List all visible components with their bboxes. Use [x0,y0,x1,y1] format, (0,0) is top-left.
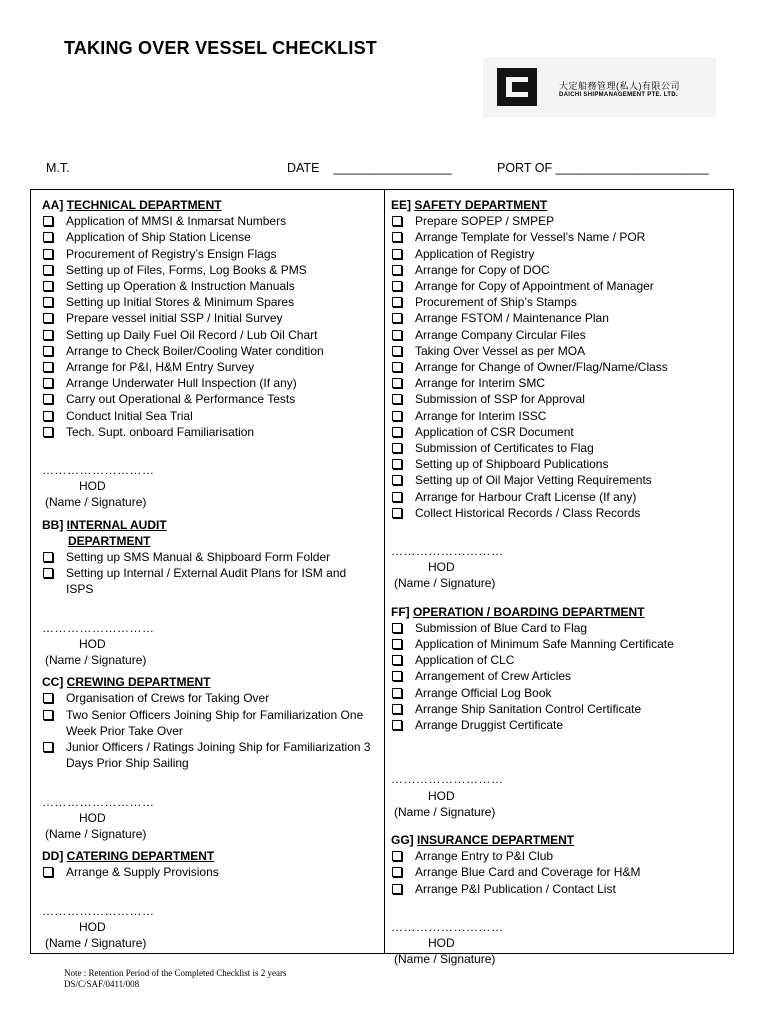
hod-signature-block [42,794,372,843]
hod-signature-block [42,620,372,669]
checklist [42,690,372,771]
checklist [391,848,726,897]
checkbox-icon[interactable] [392,281,402,291]
checkbox-icon[interactable] [43,693,53,703]
logo-name-en: DAICHI SHIPMANAGEMENT PTE. LTD. [559,92,678,98]
checklist-item[interactable]: Procurement of Ship’s Stamps [391,294,726,310]
checkbox-icon[interactable] [43,232,53,242]
port-field [497,161,709,175]
checklist-item[interactable]: Application of Minimum Safe Manning Certificate [391,636,726,652]
checkbox-icon[interactable] [43,411,53,421]
checkbox-icon[interactable] [392,623,402,633]
signature-line: ……………………… [42,903,155,918]
checkbox-icon[interactable] [392,851,402,861]
checkbox-icon[interactable] [43,265,53,275]
checkbox-icon[interactable] [392,216,402,226]
retention-note: Note : Retention Period of the Completed Checklist is 2 years [64,968,287,978]
section-heading: BB] INTERNAL AUDIT DEPARTMENT [42,517,167,548]
checkbox-icon[interactable] [392,671,402,681]
signature-line: ……………………… [42,620,155,635]
checklist-item[interactable]: Taking Over Vessel as per MOA [391,343,726,359]
section-heading: GG] INSURANCE DEPARTMENT [391,832,575,847]
mt-label: M.T. [46,161,70,175]
checklist [42,213,372,440]
checklist-item[interactable]: Application of Registry [391,246,726,262]
checklist-item[interactable]: Arrange Entry to P&I Club [391,848,726,864]
checklist [391,213,726,521]
checklist-item[interactable]: Arrangement of Crew Articles [391,668,726,684]
checklist-item[interactable]: Arrange for P&I, H&M Entry Survey [42,359,372,375]
hod-signature-block [391,543,726,592]
section-heading: CC] CREWING DEPARTMENT [42,675,211,690]
page-title: TAKING OVER VESSEL CHECKLIST [64,38,377,58]
checkbox-icon[interactable] [43,297,53,307]
logo-name-cn: 大定船務管理(私人)有限公司 [559,81,680,91]
hod-label: HOD [428,560,455,575]
section-internal-audit [42,517,372,669]
checklist-item[interactable]: Setting up of Shipboard Publications [391,456,726,472]
signature-line: ……………………… [391,919,504,934]
checklist-item[interactable]: Arrange for Interim ISSC [391,408,726,424]
checklist-item[interactable]: Tech. Supt. onboard Familiarisation [42,424,372,440]
checklist-item[interactable]: Submission of SSP for Approval [391,391,726,407]
checklist-item[interactable]: Carry out Operational & Performance Tests [42,391,372,407]
signature-line: ……………………… [42,794,155,809]
checklist-item[interactable]: Two Senior Officers Joining Ship for Familiarization One Week Prior Take Over [42,707,372,739]
hod-signature-block [42,462,372,511]
checkbox-icon[interactable] [392,362,402,372]
checklist-item[interactable]: Arrange P&I Publication / Contact List [391,881,726,897]
name-signature-label: (Name / Signature) [45,495,147,510]
hod-label: HOD [79,636,106,651]
checklist-item[interactable]: Collect Historical Records / Class Records [391,505,726,521]
logo-mark-icon [497,68,537,106]
section-crewing [42,674,372,842]
checkbox-icon[interactable] [392,720,402,730]
checklist-item[interactable]: Arrange to Check Boiler/Cooling Water condition [42,343,372,359]
name-signature-label: (Name / Signature) [394,804,496,819]
checkbox-icon[interactable] [43,346,53,356]
checklist-item[interactable]: Arrange Company Circular Files [391,327,726,343]
checkbox-icon[interactable] [43,313,53,323]
hod-signature-block [42,903,372,952]
hod-label: HOD [79,810,106,825]
checklist-item[interactable]: Setting up Daily Fuel Oil Record / Lub Oil Chart [42,327,372,343]
checklist-item[interactable]: Application of CLC [391,652,726,668]
section-heading: FF] OPERATION / BOARDING DEPARTMENT [391,604,645,619]
checkbox-icon[interactable] [392,884,402,894]
checklist-item[interactable]: Arrange for Interim SMC [391,375,726,391]
checklist-item[interactable]: Arrange for Change of Owner/Flag/Name/Class [391,359,726,375]
checkbox-icon[interactable] [392,265,402,275]
checkbox-icon[interactable] [392,688,402,698]
date-field [287,161,452,175]
checkbox-icon[interactable] [392,394,402,404]
checklist-item[interactable]: Conduct Initial Sea Trial [42,408,372,424]
signature-line: ……………………… [391,544,504,559]
checklist-item[interactable]: Setting up Internal / External Audit Plans for ISM and ISPS [42,565,372,597]
document-code: DS/C/SAF/0411/008 [64,979,140,989]
checklist-item[interactable]: Arrange FSTOM / Maintenance Plan [391,310,726,326]
checkbox-icon[interactable] [392,249,402,259]
section-heading: AA] TECHNICAL DEPARTMENT [42,198,222,212]
checkbox-icon[interactable] [392,492,402,502]
checklist-item[interactable]: Arrange Ship Sanitation Control Certificate [391,701,726,717]
checkbox-icon[interactable] [43,394,53,404]
checkbox-icon[interactable] [392,867,402,877]
hod-label: HOD [79,479,106,494]
company-logo [483,57,716,117]
signature-line: ……………………… [42,463,155,478]
checkbox-icon[interactable] [43,568,53,578]
date-blank: _________________ [333,161,452,175]
port-blank: ______________________ [555,161,709,175]
checklist-item[interactable]: Arrange for Copy of Appointment of Manager [391,278,726,294]
left-column [42,197,372,951]
name-signature-label: (Name / Signature) [394,576,496,591]
section-operation-boarding [391,604,726,820]
checklist-item[interactable]: Prepare vessel initial SSP / Initial Survey [42,310,372,326]
checklist [391,620,726,733]
checkbox-icon[interactable] [392,378,402,388]
checkbox-icon[interactable] [43,249,53,259]
checklist-item[interactable]: Setting up of Oil Major Vetting Requirements [391,472,726,488]
name-signature-label: (Name / Signature) [45,826,147,841]
checklist-item[interactable]: Setting up Initial Stores & Minimum Spares [42,294,372,310]
checkbox-icon[interactable] [43,281,53,291]
hod-label: HOD [79,919,106,934]
section-insurance [391,832,726,967]
checklist-item[interactable]: Application of MMSI & Inmarsat Numbers [42,213,372,229]
hod-label: HOD [428,935,455,950]
checklist-item[interactable]: Arrange & Supply Provisions [42,864,372,880]
checkbox-icon[interactable] [392,411,402,421]
name-signature-label: (Name / Signature) [394,952,496,967]
hod-signature-block [391,919,726,968]
checklist-item[interactable]: Arrange Underwater Hull Inspection (If any) [42,375,372,391]
checklist-item[interactable]: Procurement of Registry’s Ensign Flags [42,246,372,262]
checkbox-icon[interactable] [43,216,53,226]
checkbox-icon[interactable] [43,362,53,372]
checkbox-icon[interactable] [392,639,402,649]
hod-label: HOD [428,788,455,803]
checkbox-icon[interactable] [392,475,402,485]
section-technical [42,197,372,511]
port-label: PORT OF [497,161,553,175]
checkbox-icon[interactable] [392,427,402,437]
checklist-item[interactable]: Setting up of Files, Forms, Log Books & PMS [42,262,372,278]
checkbox-icon[interactable] [392,313,402,323]
checkbox-icon[interactable] [392,232,402,242]
column-divider [384,190,385,953]
checklist-item[interactable]: Arrange Template for Vessel’s Name / POR [391,229,726,245]
checkbox-icon[interactable] [392,459,402,469]
checklist-item[interactable]: Prepare SOPEP / SMPEP [391,213,726,229]
checkbox-icon[interactable] [43,867,53,877]
checklist-item[interactable]: Junior Officers / Ratings Joining Ship for Familiarization 3 Days Prior Ship Sailing [42,739,372,771]
checklist-item[interactable]: Application of Ship Station License [42,229,372,245]
checklist-item[interactable]: Arrange Druggist Certificate [391,717,726,733]
checkbox-icon[interactable] [43,330,53,340]
section-catering [42,848,372,951]
section-safety [391,197,726,592]
checkbox-icon[interactable] [392,655,402,665]
checklist-item[interactable]: Arrange for Copy of DOC [391,262,726,278]
checkbox-icon[interactable] [392,508,402,518]
checkbox-icon[interactable] [392,704,402,714]
checklist-item[interactable]: Arrange Official Log Book [391,685,726,701]
checkbox-icon[interactable] [43,552,53,562]
checklist-item[interactable]: Application of CSR Document [391,424,726,440]
checklist [42,549,372,598]
footer-note [64,968,286,990]
checkbox-icon[interactable] [392,330,402,340]
checklist-table [30,189,734,967]
checklist-item[interactable]: Arrange for Harbour Craft License (If any) [391,489,726,505]
hod-signature-block [391,771,726,820]
date-label: DATE [287,161,320,175]
checklist-item[interactable]: Arrange Blue Card and Coverage for H&M [391,864,726,880]
checklist-item[interactable]: Organisation of Crews for Taking Over [42,690,372,706]
checkbox-icon[interactable] [43,710,53,720]
checkbox-icon[interactable] [392,443,402,453]
checklist-item[interactable]: Submission of Certificates to Flag [391,440,726,456]
checklist [42,864,372,880]
signature-line: ……………………… [391,772,504,787]
name-signature-label: (Name / Signature) [45,935,147,950]
name-signature-label: (Name / Signature) [45,653,147,668]
section-heading: DD] CATERING DEPARTMENT [42,849,215,864]
checkbox-icon[interactable] [43,742,53,752]
checklist-item[interactable]: Submission of Blue Card to Flag [391,620,726,636]
checklist-item[interactable]: Setting up Operation & Instruction Manuals [42,278,372,294]
checklist-item[interactable]: Setting up SMS Manual & Shipboard Form Folder [42,549,372,565]
checkbox-icon[interactable] [43,378,53,388]
checkbox-icon[interactable] [392,346,402,356]
checkbox-icon[interactable] [43,427,53,437]
right-column [391,197,726,967]
checkbox-icon[interactable] [392,297,402,307]
section-heading: EE] SAFETY DEPARTMENT [391,198,548,212]
